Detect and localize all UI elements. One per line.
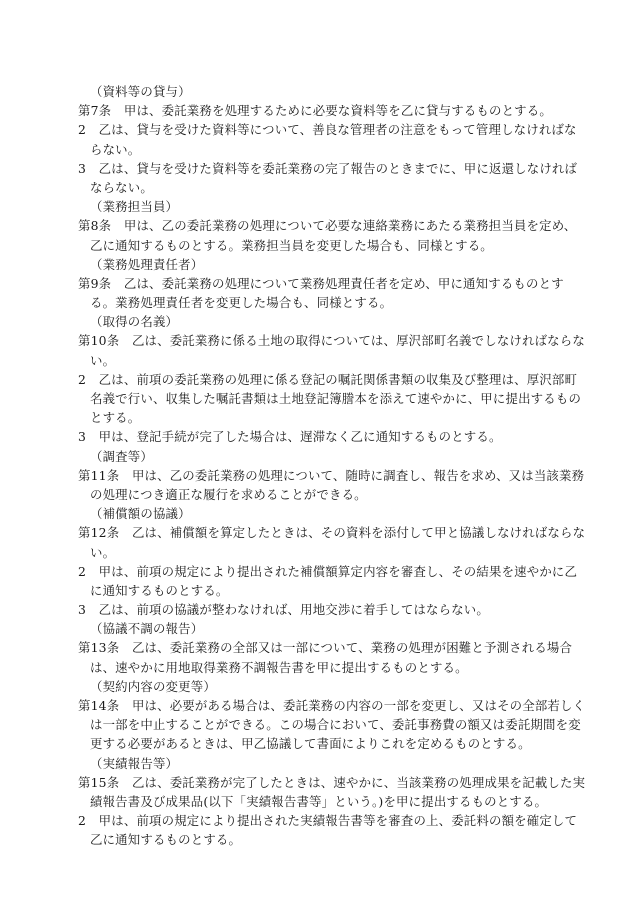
article-heading: （業務担当員） — [90, 199, 179, 215]
article-heading: （資料等の貸与） — [90, 84, 191, 99]
clause-line: 2 乙は、貸与を受けた資料等について、善良な管理者の注意をもって管理しなければな — [78, 122, 577, 138]
clause-continuation-line: い。 — [90, 544, 116, 560]
clause-continuation-line: る。業務処理責任者を変更した場合も、同様とする。 — [90, 295, 393, 311]
clause-line: 2 甲は、前項の規定により提出された補償額算定内容を審査し、その結果を速やかに乙 — [78, 563, 578, 579]
clause-continuation-line: 名義で行い、収集した嘱託書類は土地登記簿謄本を添えて速やかに、甲に提出するもの — [90, 391, 582, 406]
clause-line: 3 乙は、前項の協議が整わなければ、用地交渉に着手してはならない。 — [78, 602, 489, 618]
clause-continuation-line: 更する必要があるときは、甲乙協議して書面によりこれを定めるものとする。 — [90, 736, 531, 752]
clause-continuation-line: は一部を中止することができる。この場合において、委託事務費の額又は委託期間を変 — [90, 717, 581, 733]
clause-line: 第7条 甲は、委託業務を処理するために必要な資料等を乙に貸与するものとする。 — [78, 103, 552, 119]
document-body — [78, 82, 586, 850]
article-heading: （契約内容の変更等） — [90, 678, 216, 694]
clause-continuation-line: ならない。 — [90, 179, 153, 195]
clause-continuation-line: の処理につき適正な履行を求めることができる。 — [90, 486, 367, 502]
clause-line: 3 甲は、登記手続が完了した場合は、遅滞なく乙に通知するものとする。 — [78, 429, 502, 445]
clause-line: 第15条 乙は、委託業務が完了したときは、速やかに、当該業務の処理成果を記載した実 — [78, 774, 586, 790]
clause-continuation-line: い。 — [90, 352, 116, 368]
article-heading: （協議不調の報告） — [90, 621, 204, 637]
clause-line: 2 甲は、前項の規定により提出された実績報告書等を審査の上、委託料の額を確定して — [78, 813, 578, 829]
article-heading: （補償額の協議） — [90, 506, 191, 522]
article-heading: （実績報告等） — [90, 755, 179, 771]
clause-continuation-line: は、速やかに用地取得業務不調報告書を甲に提出するものとする。 — [90, 659, 468, 675]
article-heading: （取得の名義） — [90, 314, 179, 330]
clause-continuation-line: に通知するものとする。 — [90, 582, 229, 598]
clause-continuation-line: らない。 — [90, 141, 141, 157]
clause-continuation-line: 乙に通知するものとする。 — [90, 832, 242, 848]
clause-continuation-line: とする。 — [90, 410, 141, 426]
clause-line: 第13条 乙は、委託業務の全部又は一部について、業務の処理が困難と予測される場合 — [78, 640, 573, 656]
clause-line: 2 乙は、前項の委託業務の処理に係る登記の嘱託関係書類の収集及び整理は、厚沢部町 — [78, 371, 578, 387]
clause-continuation-line: 乙に通知するものとする。業務担当員を変更した場合も、同様とする。 — [90, 237, 493, 253]
clause-line: 第8条 甲は、乙の委託業務の処理について必要な連絡業務にあたる業務担当員を定め、 — [78, 218, 577, 234]
clause-line: 第11条 甲は、乙の委託業務の処理について、随時に調査し、報告を求め、又は当該業務 — [78, 467, 585, 483]
article-heading: （業務処理責任者） — [90, 256, 204, 272]
clause-line: 3 乙は、貸与を受けた資料等を委託業務の完了報告のときまでに、甲に返還しなければ — [78, 160, 578, 176]
clause-line: 第14条 甲は、必要がある場合は、委託業務の内容の一部を変更し、又はその全部若しく — [78, 698, 586, 713]
clause-line: 第9条 乙は、委託業務の処理について業務処理責任者を定め、甲に通知するものとす — [78, 275, 564, 291]
clause-line: 第12条 乙は、補償額を算定したときは、その資料を添付して甲と協議しなければならな — [78, 525, 586, 541]
article-heading: （調査等） — [90, 448, 153, 464]
clause-continuation-line: 績報告書及び成果品(以下「実績報告書等」という。)を甲に提出するものとする。 — [90, 793, 548, 809]
clause-line: 第10条 乙は、委託業務に係る土地の取得については、厚沢部町名義でしなければならな — [78, 333, 585, 349]
